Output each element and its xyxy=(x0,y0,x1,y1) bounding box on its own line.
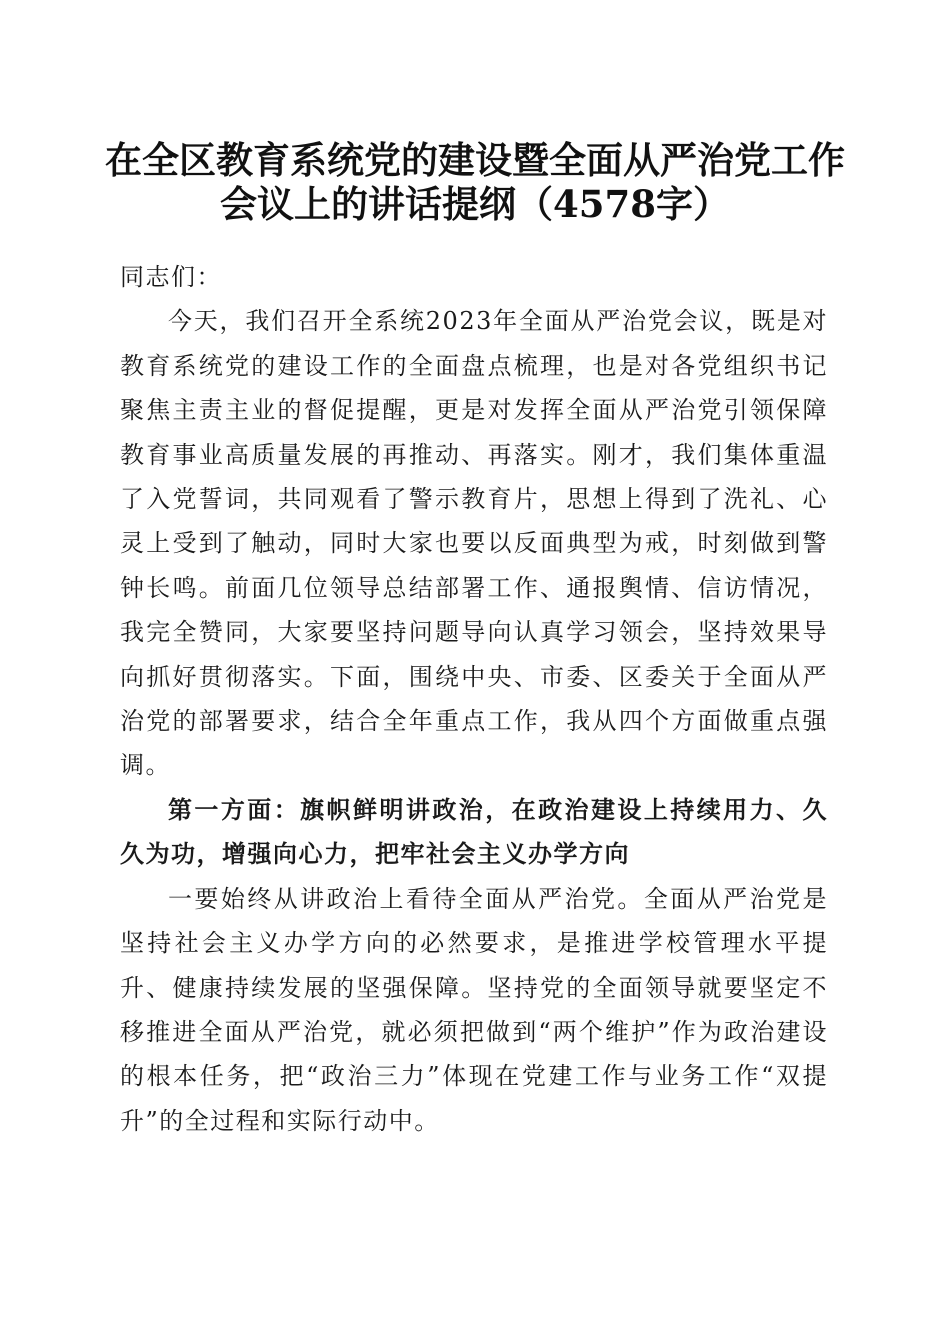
document-body xyxy=(120,255,828,1143)
salutation: 同志们： xyxy=(120,263,222,291)
document-title-line-1: 在全区教育系统党的建设暨全面从严治党工作 xyxy=(105,138,845,182)
paragraph-intro: 今天，我们召开全系统2023年全面从严治党会议，既是对教育系统党的建设工作的全面盘点梳理，也是对各党组织书记聚焦主责主业的督促提醒，更是对发挥全面从严治党引领保障教育事业高质量发展的再推动、再落实。刚才，我们集体重温了入党誓词，共同观看了警示教育片，思想上得到了洗礼、心灵上受到了触动，同时大家也要以反面典型为戒，时刻做到警钟长鸣。前面几位领导总结部署工作、通报舆情、信访情况，我完全赞同，大家要坚持问题导向认真学习领会，坚持效果导向抓好贯彻落实。下面，围绕中央、市委、区委关于全面从严治党的部署要求，结合全年重点工作，我从四个方面做重点强调。 xyxy=(120,307,828,780)
section-heading-1: 第一方面：旗帜鲜明讲政治，在政治建设上持续用力、久久为功，增强向心力，把牢社会主义办学方向 xyxy=(120,794,828,869)
paragraph-point-1: 一要始终从讲政治上看待全面从严治党。全面从严治党是坚持社会主义办学方向的必然要求，是推进学校管理水平提升、健康持续发展的坚强保障。坚持党的全面领导就要坚定不移推进全面从严治党，就必须把做到“两个维护”作为政治建设的根本任务，把“政治三力”体现在党建工作与业务工作“双提升”的全过程和实际行动中。 xyxy=(120,884,828,1135)
document-title-line-2: 会议上的讲话提纲（4578字） xyxy=(220,182,730,226)
